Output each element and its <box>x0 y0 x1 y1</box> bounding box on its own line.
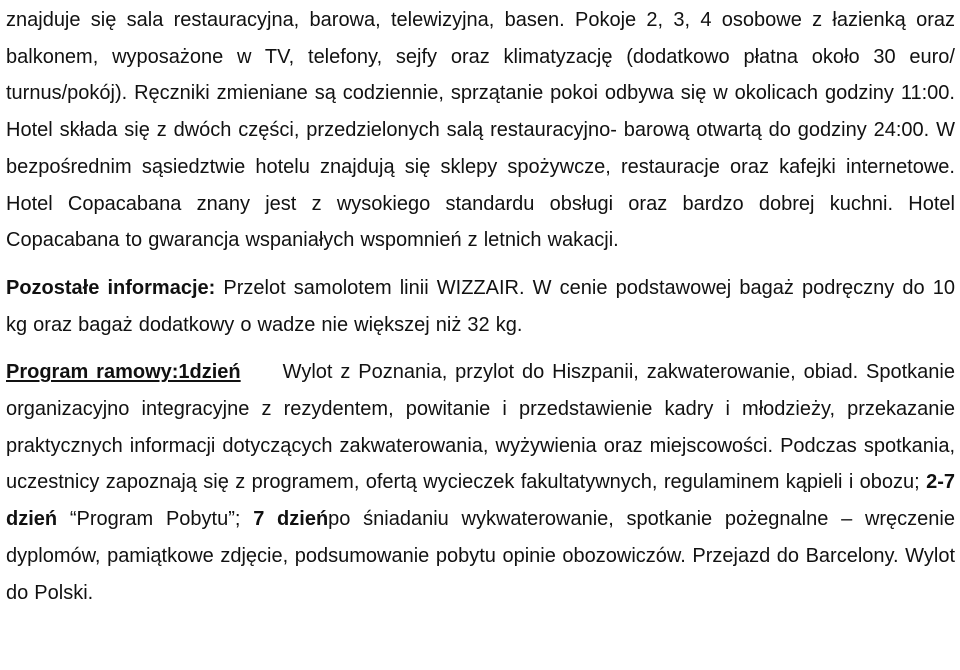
other-info-text: Przelot samolotem linii WIZZAIR. W cenie podstawowej bagaż podręczny do 10 kg oraz bagaż dodatkowy o wadze nie większej niż 32 kg. <box>6 276 956 336</box>
hotel-description-text: znajduje się sala restauracyjna, barowa, telewizyjna, basen. Pokoje 2, 3, 4 osobowe z łazienką oraz balkonem, wyposażone w TV, telefony, sejfy oraz klimatyzację (dodatkowo płatna około 30 euro/ turnus/pokój). Ręczniki zmieniane są codziennie, sprzątanie pokoi odbywa się w okolicach godziny 11:00. Hotel składa się z dwóch części, przedzielonych salą restauracyjno- barową otwartą do godziny 24:00. W bezpośrednim sąsiedztwie hotelu znajdują się sklepy spożywcze, restauracje oraz kafejki internetowe. Hotel Copacabana znany jest z wysokiego standardu obsługi oraz bardzo dobrej kuchni. Hotel Copacabana to gwarancja wspaniałych wspomnień z letnich wakacji. <box>6 9 955 252</box>
program-day7-text: po śniadaniu wykwaterowanie, spotkanie pożegnalne – wręczenie dyplomów, pamiątkowe zdjęcie, podsumowanie pobytu opinie obozowiczów. Przejazd do Barcelony. Wylot do Polski. <box>6 508 955 604</box>
program-days-2-7-text: “Program Pobytu”; <box>57 508 254 531</box>
program-label: Program ramowy:1dzień <box>6 361 241 384</box>
program-day1-text: Wylot z Poznania, przylot do Hiszpanii, zakwaterowanie, obiad. Spotkanie organizacyjno integracyjne z rezydentem, powitanie i przedstawienie kadry i młodzieży, przekazanie praktycznych informacji dotyczących zakwaterowania, wyżywienia oraz miejscowości. Podczas spotkania, uczestnicy zapoznają się z programem, ofertą wycieczek fakultatywnych, regulaminem kąpieli i obozu; <box>6 361 955 494</box>
program-days-2-7-label: 2-7 dzień <box>6 471 955 531</box>
other-info-label: Pozostałe informacje: <box>6 276 216 299</box>
program-paragraph <box>6 354 955 611</box>
other-info-paragraph <box>6 270 955 343</box>
program-day7-label: 7 dzień <box>253 508 329 531</box>
hotel-description-paragraph <box>6 2 955 259</box>
